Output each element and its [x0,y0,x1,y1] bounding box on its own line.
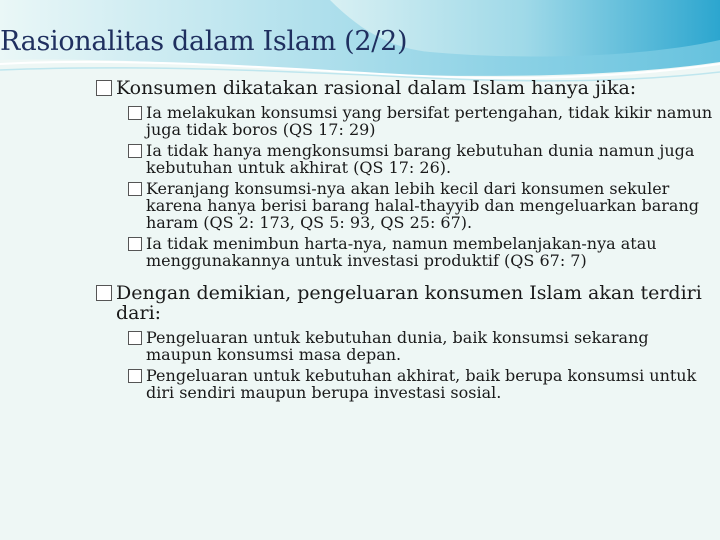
sub-bullet-text: Ia tidak hanya mengkonsumsi barang kebutuhan dunia namun juga kebutuhan untuk akhirat (QS 17: 26). [146,141,695,177]
replacement-char-box-icon [128,182,142,196]
sub-bullet-item [128,142,716,176]
replacement-char-box-icon [128,144,142,158]
replacement-char-box-icon [128,106,142,120]
replacement-char-box-icon [96,285,112,301]
sub-bullet-text: Keranjang konsumsi-nya akan lebih kecil dari konsumen sekuler karena hanya berisi barang halal-thayyib dan mengeluarkan barang haram (QS 2: 173, QS 5: 93, QS 25: 67). [146,179,699,232]
sub-bullet-item [128,329,716,363]
replacement-char-box-icon [128,369,142,383]
replacement-char-box-icon [96,80,112,96]
sub-bullet-text: Pengeluaran untuk kebutuhan akhirat, baik berupa konsumsi untuk diri sendiri maupun berupa investasi sosial. [146,366,697,402]
bullet-item [96,283,716,323]
slide-title: Rasionalitas dalam Islam (2/2) [0,26,408,57]
sub-bullet-list [128,104,716,269]
sub-bullet-text: Ia tidak menimbun harta-nya, namun membelanjakan-nya atau menggunakannya untuk investasi produktif (QS 67: 7) [146,234,657,270]
bullet-text: Dengan demikian, pengeluaran konsumen Islam akan terdiri dari: [116,282,702,324]
bullet-list [96,78,716,415]
sub-bullet-list [128,329,716,401]
sub-bullet-item [128,235,716,269]
replacement-char-box-icon [128,331,142,345]
sub-bullet-item [128,180,716,231]
bullet-text: Konsumen dikatakan rasional dalam Islam hanya jika: [116,77,637,99]
sub-bullet-text: Pengeluaran untuk kebutuhan dunia, baik konsumsi sekarang maupun konsumsi masa depan. [146,328,649,364]
replacement-char-box-icon [128,237,142,251]
sub-bullet-text: Ia melakukan konsumsi yang bersifat pertengahan, tidak kikir namun juga tidak boros (QS 17: 29) [146,103,713,139]
sub-bullet-item [128,367,716,401]
sub-bullet-item [128,104,716,138]
bullet-item [96,78,716,98]
